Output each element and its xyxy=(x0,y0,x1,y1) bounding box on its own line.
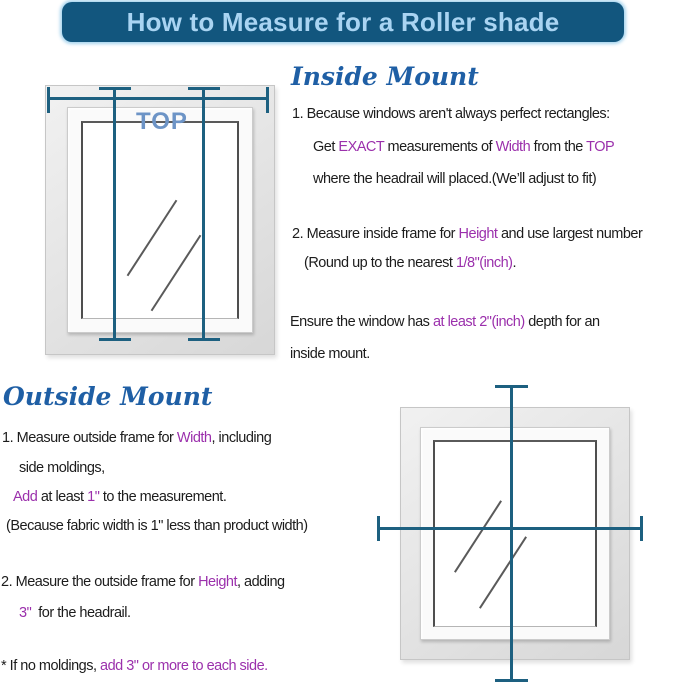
outside-point1-line3: Add at least 1" to the measurement. xyxy=(13,489,227,505)
outside-mount-window-illustration xyxy=(400,407,630,660)
window-glass xyxy=(433,440,597,627)
outside-height-bottom-bar xyxy=(495,679,528,682)
glass-reflection-line xyxy=(454,500,502,572)
top-label: TOP xyxy=(136,108,188,135)
height-measure-line-1 xyxy=(113,89,116,341)
inside-depth-note-line1: Ensure the window has at least 2"(inch) depth for an xyxy=(290,314,600,330)
width-measure-left-tick xyxy=(47,87,50,113)
header-banner xyxy=(62,2,624,42)
height-measure-2-top-bar xyxy=(188,87,220,90)
height-measure-2-bottom-bar xyxy=(188,338,220,341)
outside-point1-line4: (Because fabric width is 1" less than product width) xyxy=(6,518,308,534)
inside-depth-note-line2: inside mount. xyxy=(290,346,370,362)
outside-mount-title: Outside Mount xyxy=(3,382,213,411)
width-measure-line xyxy=(48,97,269,100)
window-glass xyxy=(81,121,239,319)
outside-point2-line1: 2. Measure the outside frame for Height, adding xyxy=(1,574,285,590)
inside-point1-line3: where the headrail will placed.(We’ll adjust to fit) xyxy=(313,171,597,187)
inside-point2-line2: (Round up to the nearest 1/8"(inch). xyxy=(304,255,517,271)
outside-width-left-tick xyxy=(377,516,380,541)
outside-point1-line2: side moldings, xyxy=(19,460,105,476)
inside-point1-line1: 1. Because windows aren't always perfect rectangles: xyxy=(292,106,610,122)
glass-reflection-line xyxy=(151,235,202,312)
outside-height-top-bar xyxy=(495,385,528,388)
height-measure-line-2 xyxy=(202,89,205,341)
outside-width-measure-line xyxy=(378,527,642,530)
height-measure-1-top-bar xyxy=(99,87,131,90)
inside-point2-line1: 2. Measure inside frame for Height and use largest number xyxy=(292,226,643,242)
outside-point2-line2: 3" for the headrail. xyxy=(19,605,131,621)
height-measure-1-bottom-bar xyxy=(99,338,131,341)
outside-width-right-tick xyxy=(640,516,643,541)
glass-reflection-line xyxy=(479,536,527,608)
outside-height-measure-line xyxy=(510,386,513,682)
glass-reflection-line xyxy=(127,200,178,277)
inside-point1-line2: Get EXACT measurements of Width from the TOP xyxy=(313,139,615,155)
inside-mount-title: Inside Mount xyxy=(291,62,479,91)
page-title: How to Measure for a Roller shade xyxy=(126,6,560,37)
outside-point1-line1: 1. Measure outside frame for Width, including xyxy=(2,430,272,446)
width-measure-right-tick xyxy=(266,87,269,113)
outside-footnote: * If no moldings, add 3" or more to each side. xyxy=(1,658,268,674)
